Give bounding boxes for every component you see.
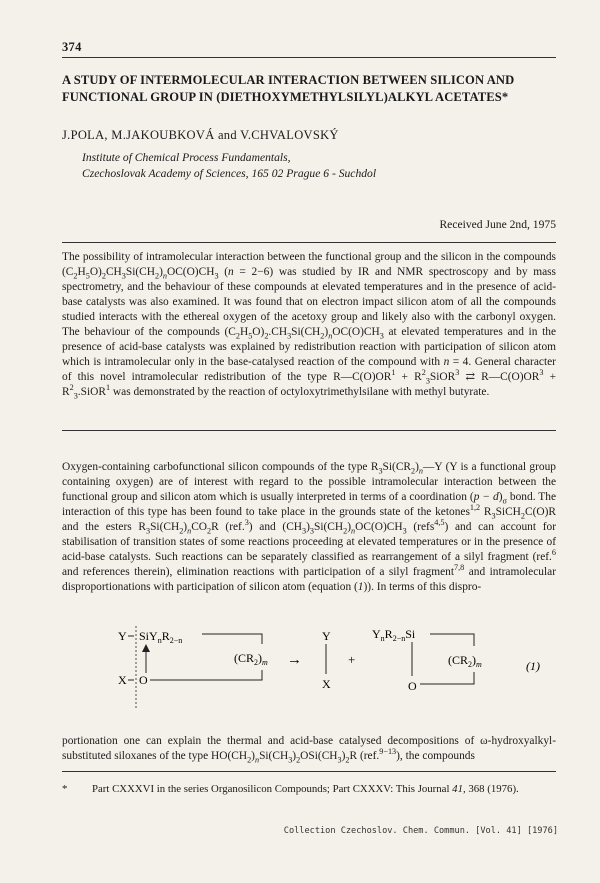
- scheme-y-mid: Y: [322, 629, 331, 643]
- footnote: * Part CXXXVI in the series Organosilicon Compounds; Part CXXXV: This Journal 41, 368 (1976).: [62, 783, 519, 795]
- scheme-right-substituents: $Y_nR_{2-n}Si$: [372, 627, 416, 643]
- scheme-si-left: $SiY_nR_{2-n}$: [139, 629, 183, 645]
- scheme-arrowhead: [142, 644, 150, 652]
- author-list: J.POLA, M.JAKOUBKOVÁ and V.CHVALOVSKÝ: [62, 128, 339, 142]
- abstract-top-rule: [62, 242, 556, 243]
- equation-number: (1): [526, 659, 540, 673]
- scheme-ring-bottom: [420, 672, 474, 684]
- affiliation-academy: Czechoslovak Academy of Sciences, 165 02 Prague 6 - Suchdol: [82, 167, 377, 180]
- footnote-marker: *: [62, 783, 68, 795]
- reaction-scheme: [62, 618, 556, 718]
- abstract: The possibility of intramolecular interaction between the functional group and the silicon in the compounds $(C_2H_5O)_2CH_3Si(CH_2)_nOC(O)CH_3$ (n = 2−6) was studied by IR and NMR spectroscopy and by mass spectrometry, and the behaviour of these compounds at elevated temperatures and in the presence of acid-base catalysts was also examined. It was found that on electron impact silicon atom of all the compounds studied interacts with the ethereal oxygen of the acetoxy group and likely also with the carbonyl oxygen. The behaviour of the compounds $(C_2H_5O)_2.CH_3Si(CH_2)_nOC(O)CH_3$ at elevated temperatures and in the presence of acid-base catalysts was explained by redistribution reaction with participation of silicon atom which is intramolecular only in the base-catalysed reaction of the compound with n = 4. General character of this novel intramolecular redistribution of the type $R—C(O)OR^1$ + $R^2_3SiOR^3$ ⇄ $R—C(O)OR^3$ + $R^2_3.SiOR^1$ was demonstrated by the reaction of octyloxytrimethylsilane with methyl butyrate.: [62, 251, 557, 401]
- body-paragraph-1: Oxygen-containing carbofunctional silicon compounds of the type $R_3Si(CR_2)_n—Y$ (Y is a functional group containing oxygen) are of interest with regard to the possible intramolecular interaction between the functional group and silicon atom which is usually interpreted in terms of a coordination $(p - d)_\sigma$ bond. The interaction of this type has been found to take place in the grounds state of the ketones$^{1,2}$ $R_3SiCH_2C(O)R$ and the esters $R_3Si(CH_2)_nCO_2R$ (ref.$^3$) and $(CH_3)_3Si(CH_2)_nOC(O)CH_3$ (refs$^{4,5}$) and can account for stabilisation of transition states of some reactions proceeding at elevated temperatures or in the presence of acid-base catalysts. Such reactions can be separately classified as rearrangement of a silyl fragment (ref.$^6$ and references therein), elimination reactions with participation of a silyl fragment$^{7,8}$ and intramolecular disproportionations with participation of silicon atom (equation (1)). In terms of this dispro-: [62, 461, 557, 594]
- page-number: 374: [62, 40, 82, 54]
- scheme-cr2m-right: $(CR_2)_m$: [448, 653, 482, 669]
- received-date: Received June 2nd, 1975: [439, 218, 556, 231]
- affiliation: [82, 150, 376, 182]
- footnote-rule: [62, 771, 556, 772]
- affiliation-institute: Institute of Chemical Process Fundamentals,: [82, 151, 291, 164]
- scheme-chain-bottom: [150, 670, 262, 680]
- header-rule: [62, 57, 556, 58]
- scheme-plus: +: [348, 652, 356, 667]
- scheme-x-mid: X: [322, 677, 331, 691]
- scheme-cr2m-left: $(CR_2)_m$: [234, 651, 268, 667]
- body-paragraph-2: portionation one can explain the thermal and acid-base catalysed decompositions of ω-hydroxyalkyl-substituted siloxanes of the type $HO(CH_2)_nSi(CH_3)_2OSi(CH_3)_2R$ (ref.$^{9-13}$), the compounds: [62, 735, 556, 765]
- scheme-o-right: O: [408, 679, 417, 693]
- journal-citation: Collection Czechoslov. Chem. Commun. [Vol. 41] [1976]: [283, 826, 558, 836]
- scheme-reaction-arrow: →: [287, 652, 302, 668]
- scheme-x-left: X: [118, 673, 127, 687]
- article-title: A STUDY OF INTERMOLECULAR INTERACTION BETWEEN SILICON AND FUNCTIONAL GROUP IN (DIETHOXYMETHYLSILYL)ALKYL ACETATES*: [62, 73, 515, 104]
- scheme-chain-top: [202, 634, 262, 644]
- abstract-bottom-rule: [62, 430, 556, 431]
- scheme-o-left: O: [139, 673, 148, 687]
- scheme-ring-top: [430, 634, 474, 646]
- scheme-y-left: Y: [118, 629, 127, 643]
